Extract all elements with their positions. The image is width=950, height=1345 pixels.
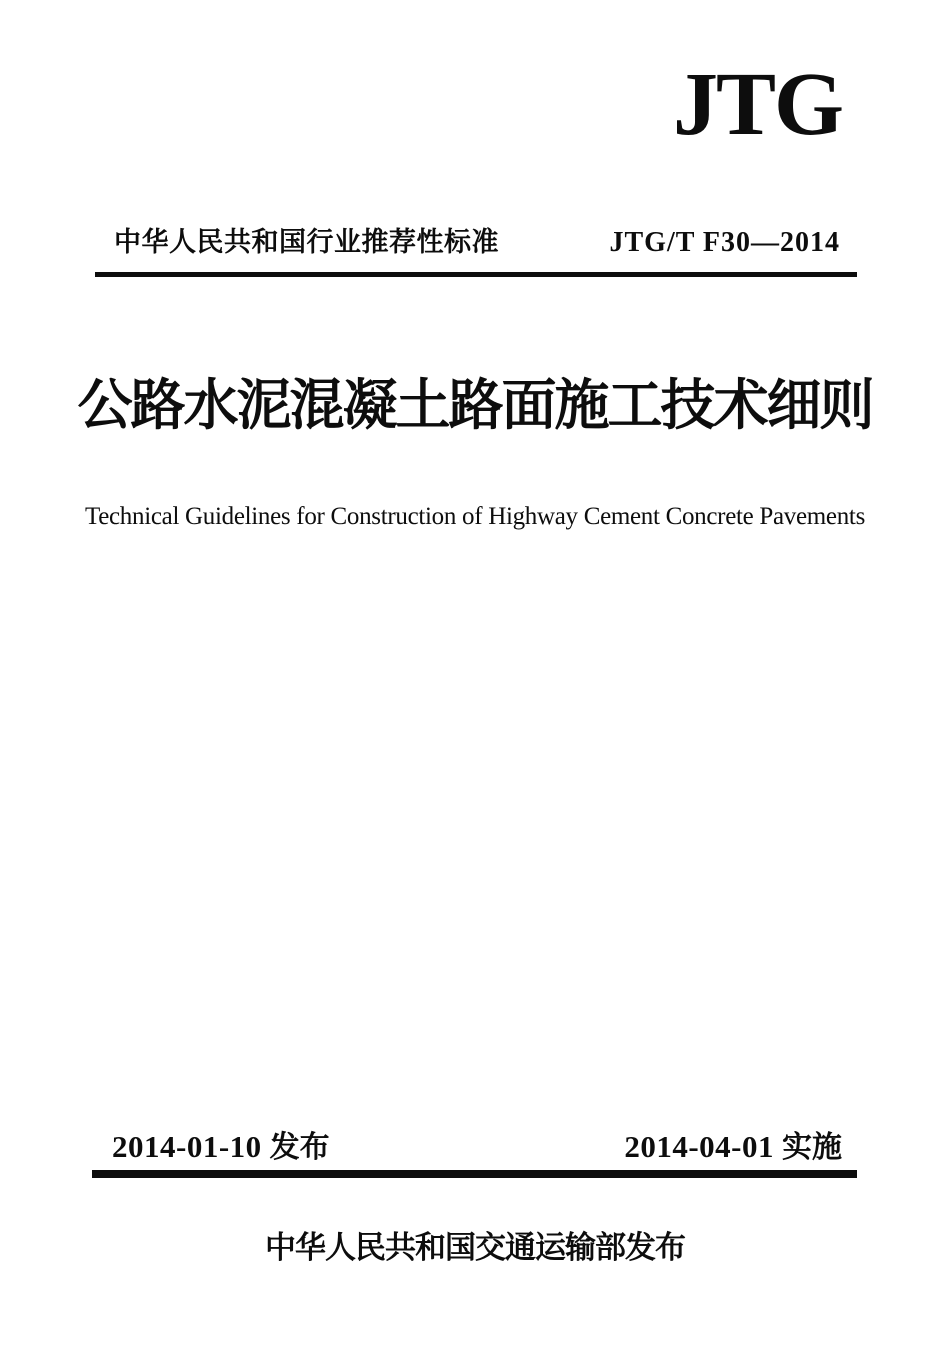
- issue-date-label: 发布: [269, 1131, 330, 1164]
- document-title-chinese: 公路水泥混凝土路面施工技术细则: [77, 375, 873, 436]
- implement-date-group: [624, 1122, 842, 1166]
- standard-class-label: 中华人民共和国行业推荐性标准: [114, 227, 499, 257]
- header-divider-rule: [95, 272, 857, 277]
- footer-divider-rule: [92, 1170, 857, 1178]
- issue-date-group: [112, 1122, 330, 1166]
- document-title-english: Technical Guidelines for Construction of Highway Cement Concrete Pavements: [84, 503, 865, 530]
- standard-number: JTG/T F30—2014: [609, 227, 840, 258]
- implement-date-label: 实施: [782, 1131, 842, 1164]
- publisher-line: 中华人民共和国交通运输部发布: [265, 1230, 685, 1265]
- standard-header-row: [114, 220, 840, 259]
- implement-date: 2014-04-01: [624, 1129, 774, 1164]
- issue-date: 2014-01-10: [112, 1129, 262, 1164]
- dates-row: [112, 1122, 842, 1166]
- jtg-logotype: JTG: [672, 55, 842, 154]
